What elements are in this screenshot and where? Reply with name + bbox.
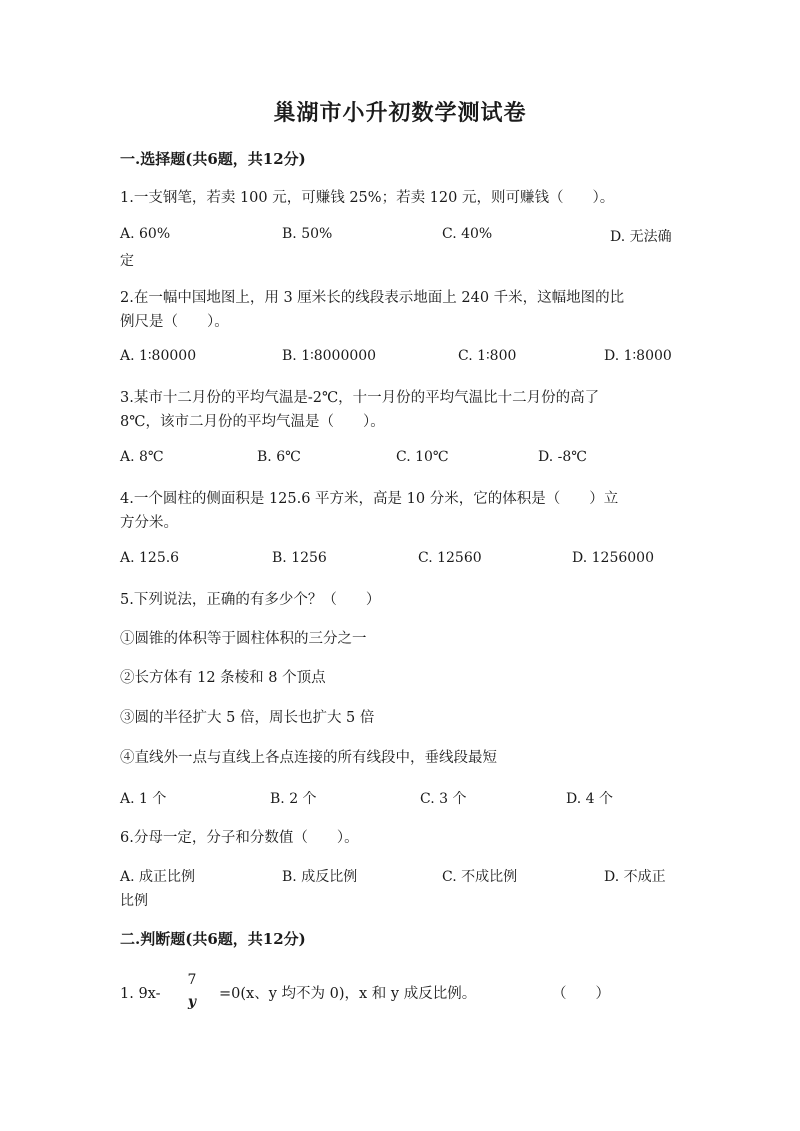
question-2-options	[120, 348, 680, 373]
option-a: A. 125.6	[120, 550, 180, 566]
option-d: D. 4 个	[566, 791, 613, 807]
statement-4: ④直线外一点与直线上各点连接的所有线段中，垂线段最短	[120, 750, 497, 766]
option-b: B. 50%	[282, 226, 333, 242]
question-2-stem-line1: 2.在一幅中国地图上，用 3 厘米长的线段表示地面上 240 千米，这幅地图的比	[120, 290, 625, 306]
option-c: C. 10℃	[396, 449, 449, 465]
option-d: D. 1∶8000	[604, 348, 672, 364]
option-a: A. 成正比例	[120, 869, 196, 885]
option-d-wrap: 定	[120, 253, 134, 269]
judge-1-prefix: 1. 9x-	[120, 986, 161, 1002]
option-a: A. 1 个	[120, 791, 167, 807]
option-d: D. 不成正	[604, 869, 666, 885]
section-heading-choice: 一.选择题(共6题，共12分)	[120, 150, 306, 168]
option-d: D. -8℃	[538, 449, 587, 465]
question-5-options	[120, 788, 680, 813]
question-3-options	[120, 449, 680, 474]
option-c: C. 12560	[418, 550, 482, 566]
option-d: D. 1256000	[572, 550, 654, 566]
option-c: C. 40%	[442, 226, 493, 242]
judge-1-statement: =0(x、y 均不为 0)，x 和 y 成反比例。	[219, 986, 477, 1002]
option-a: A. 60%	[120, 226, 171, 242]
fraction-denominator: y	[187, 994, 197, 1010]
question-1-stem: 1.一支钢笔，若卖 100 元，可赚钱 25%；若卖 120 元，则可赚钱（ ）。	[120, 190, 615, 206]
option-c: C. 不成比例	[442, 869, 518, 885]
option-b: B. 1∶8000000	[282, 348, 377, 364]
statement-2: ②长方体有 12 条棱和 8 个顶点	[120, 670, 326, 686]
option-d: D. 无法确	[610, 229, 672, 245]
question-4-stem-line1: 4.一个圆柱的侧面积是 125.6 平方米，高是 10 分米，它的体积是（ ）立	[120, 491, 619, 507]
option-b: B. 1256	[272, 550, 327, 566]
question-6-options	[120, 866, 680, 891]
option-d-wrap: 比例	[120, 893, 148, 909]
question-2-stem-line2: 例尺是（ ）。	[120, 314, 229, 330]
question-4-options	[120, 550, 680, 575]
option-a: A. 1∶80000	[120, 348, 197, 364]
question-3-stem-line2: 8℃，该市二月份的平均气温是（ ）。	[120, 414, 385, 430]
statement-1: ①圆锥的体积等于圆柱体积的三分之一	[120, 631, 367, 647]
question-3-stem-line1: 3.某市十二月份的平均气温是-2℃，十一月份的平均气温比十二月份的高了	[120, 390, 600, 406]
option-b: B. 2 个	[270, 791, 317, 807]
section-heading-judge: 二.判断题(共6题，共12分)	[120, 930, 306, 948]
question-4-stem-line2: 方分米。	[120, 515, 178, 531]
question-6-stem: 6.分母一定，分子和分数值（ ）。	[120, 830, 359, 846]
fraction-numerator: 7	[187, 972, 197, 988]
statement-3: ③圆的半径扩大 5 倍，周长也扩大 5 倍	[120, 710, 375, 726]
option-c: C. 3 个	[420, 791, 467, 807]
option-a: A. 8℃	[120, 449, 164, 465]
judge-1-answer-blank: （ ）	[552, 986, 610, 1002]
question-1-options	[120, 226, 680, 251]
page-title: 巢湖市小升初数学测试卷	[273, 100, 527, 126]
fraction-7-over-y	[184, 972, 200, 1016]
option-b: B. 成反比例	[282, 869, 358, 885]
question-5-stem: 5.下列说法，正确的有多少个？（ ）	[120, 592, 381, 608]
option-c: C. 1∶800	[458, 348, 517, 364]
option-b: B. 6℃	[257, 449, 301, 465]
